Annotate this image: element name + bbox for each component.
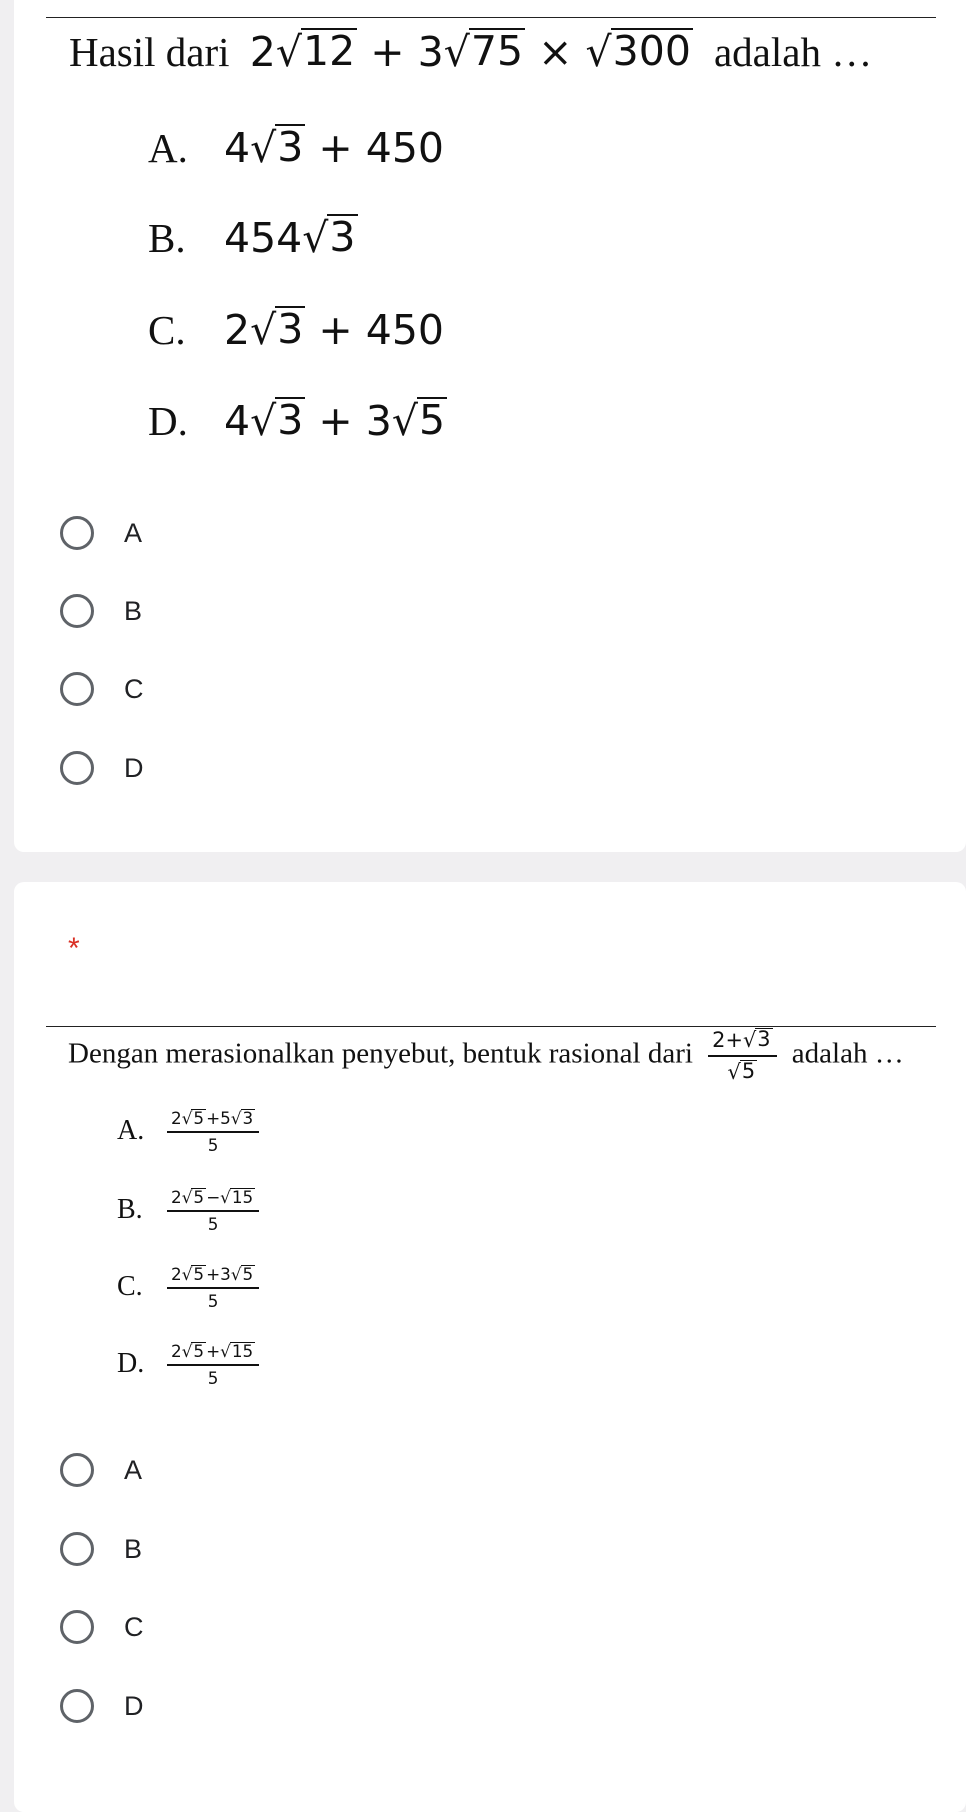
question-1-text: Hasil dari 2 √ 12 + 3 √ 75 × √ 300 adalah … <box>69 27 873 76</box>
question-1-radio-c[interactable]: C <box>60 667 144 711</box>
question-1-radio-d[interactable]: D <box>60 746 144 790</box>
question-2-divider <box>46 1026 936 1027</box>
radio-button[interactable] <box>60 1610 94 1644</box>
question-1-choice-d: D. 4 √ 3 + 3 √ 5 <box>148 396 446 445</box>
radio-button[interactable] <box>60 1453 94 1487</box>
question-1-choice-a: A. 4 √ 3 + 450 <box>148 123 445 172</box>
question-1-radio-b[interactable]: B <box>60 589 142 633</box>
question-2-radio-a[interactable]: A <box>60 1448 142 1492</box>
radio-button[interactable] <box>60 516 94 550</box>
question-1-choice-c: C. 2 √ 3 + 450 <box>148 305 445 354</box>
question-1-radio-a[interactable]: A <box>60 511 142 555</box>
radio-button[interactable] <box>60 672 94 706</box>
question-2-radio-b[interactable]: B <box>60 1527 142 1571</box>
question-2-choice-a: A. 2 √ 5 +5 √ 3 5 <box>117 1109 267 1156</box>
radio-button[interactable] <box>60 751 94 785</box>
question-1-choice-b: B. 454 √ 3 <box>148 213 356 262</box>
question-2-choice-c: C. 2 √ 5 +3 √ 5 5 <box>117 1265 267 1312</box>
radio-button[interactable] <box>60 594 94 628</box>
question-2-radio-d[interactable]: D <box>60 1684 144 1728</box>
question-2-text: Dengan merasionalkan penyebut, bentuk rasional dari 2+ √ 3 √ 5 adalah … <box>68 1027 904 1084</box>
radio-button[interactable] <box>60 1532 94 1566</box>
required-marker: * <box>68 932 80 965</box>
question-1-divider <box>46 17 936 18</box>
question-2-choice-b: B. 2 √ 5 − √ 15 5 <box>117 1188 267 1235</box>
question-2-choice-d: D. 2 √ 5 + √ 15 5 <box>117 1342 267 1389</box>
question-2-radio-c[interactable]: C <box>60 1605 144 1649</box>
radio-button[interactable] <box>60 1689 94 1723</box>
